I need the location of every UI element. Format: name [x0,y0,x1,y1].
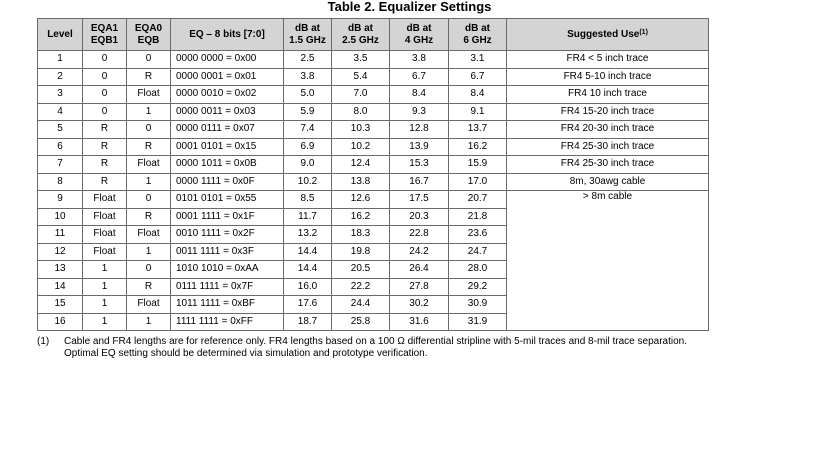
cell-eqa1-eqb1: Float [83,208,127,226]
cell-db-6ghz: 17.0 [449,173,507,191]
header-db-4ghz [390,19,449,51]
cell-eqa1-eqb1: 0 [83,103,127,121]
cell-suggested-use: FR4 5-10 inch trace [507,68,709,86]
cell-eqa0-eqb: 0 [127,261,171,279]
cell-db-1-5ghz: 8.5 [284,191,332,209]
cell-level: 13 [38,261,83,279]
cell-db-2-5ghz: 10.3 [332,121,390,139]
cell-db-2-5ghz: 19.8 [332,243,390,261]
cell-db-6ghz: 6.7 [449,68,507,86]
cell-eqa0-eqb: R [127,138,171,156]
cell-eqa1-eqb1: R [83,121,127,139]
cell-level: 3 [38,86,83,104]
footnote-number: (1) [37,336,50,347]
header-db-6ghz [449,19,507,51]
cell-db-2-5ghz: 3.5 [332,51,390,69]
header-eqa0-eqb [127,19,171,51]
cell-suggested-use: FR4 25-30 inch trace [507,156,709,174]
cell-db-4ghz: 13.9 [390,138,449,156]
cell-eqa1-eqb1: Float [83,226,127,244]
header-db-2-5ghz-line2: 2.5 GHz [342,34,379,46]
cell-eqa0-eqb: R [127,68,171,86]
cell-eqa1-eqb1: Float [83,243,127,261]
cell-eqa1-eqb1: R [83,173,127,191]
header-suggested-use-label: Suggested Use [567,28,640,40]
cell-eqa0-eqb: 1 [127,173,171,191]
cell-eq-bits: 0101 0101 = 0x55 [171,191,284,209]
cell-level: 8 [38,173,83,191]
cell-db-1-5ghz: 2.5 [284,51,332,69]
cell-eqa0-eqb: 1 [127,313,171,331]
cell-eq-bits: 1010 1010 = 0xAA [171,261,284,279]
cell-eqa1-eqb1: R [83,156,127,174]
cell-eq-bits: 0000 1011 = 0x0B [171,156,284,174]
cell-db-1-5ghz: 11.7 [284,208,332,226]
cell-eqa0-eqb: Float [127,296,171,314]
cell-level: 7 [38,156,83,174]
cell-db-2-5ghz: 16.2 [332,208,390,226]
cell-db-4ghz: 31.6 [390,313,449,331]
cell-suggested-use: FR4 20-30 inch trace [507,121,709,139]
cell-db-1-5ghz: 10.2 [284,173,332,191]
header-db-6ghz-line1: dB at [465,22,490,34]
cell-db-6ghz: 15.9 [449,156,507,174]
table-title: Table 2. Equalizer Settings [327,0,492,14]
cell-eqa0-eqb: R [127,208,171,226]
footnote-ref: (1) [639,28,648,36]
cell-level: 12 [38,243,83,261]
cell-db-4ghz: 16.7 [390,173,449,191]
cell-db-4ghz: 26.4 [390,261,449,279]
cell-db-2-5ghz: 7.0 [332,86,390,104]
cell-db-2-5ghz: 18.3 [332,226,390,244]
cell-eqa1-eqb1: R [83,138,127,156]
cell-level: 6 [38,138,83,156]
cell-db-2-5ghz: 24.4 [332,296,390,314]
cell-eq-bits: 1011 1111 = 0xBF [171,296,284,314]
cell-level: 11 [38,226,83,244]
header-eqb: EQB [137,34,160,46]
table-row [38,173,709,191]
cell-db-4ghz: 20.3 [390,208,449,226]
cell-eq-bits: 0000 1111 = 0x0F [171,173,284,191]
cell-db-4ghz: 24.2 [390,243,449,261]
header-db-2-5ghz [332,19,390,51]
table-row [38,138,709,156]
cell-eq-bits: 0000 0001 = 0x01 [171,68,284,86]
cell-db-4ghz: 12.8 [390,121,449,139]
header-eqa0: EQA0 [134,22,163,34]
table-row [38,121,709,139]
cell-db-6ghz: 16.2 [449,138,507,156]
cell-suggested-use: FR4 25-30 inch trace [507,138,709,156]
header-row [38,19,709,51]
cell-eqa0-eqb: 0 [127,51,171,69]
cell-eqa1-eqb1: 1 [83,278,127,296]
cell-eq-bits: 0111 1111 = 0x7F [171,278,284,296]
cell-eqa1-eqb1: Float [83,191,127,209]
cell-level: 16 [38,313,83,331]
cell-db-1-5ghz: 13.2 [284,226,332,244]
cell-db-1-5ghz: 14.4 [284,243,332,261]
cell-db-2-5ghz: 5.4 [332,68,390,86]
cell-eq-bits: 1111 1111 = 0xFF [171,313,284,331]
cell-db-1-5ghz: 6.9 [284,138,332,156]
header-level: Level [38,19,83,51]
cell-db-4ghz: 17.5 [390,191,449,209]
cell-db-1-5ghz: 5.9 [284,103,332,121]
cell-db-1-5ghz: 5.0 [284,86,332,104]
cell-db-1-5ghz: 16.0 [284,278,332,296]
header-db-1-5ghz-line2: 1.5 GHz [289,34,326,46]
cell-eq-bits: 0010 1111 = 0x2F [171,226,284,244]
cell-db-6ghz: 13.7 [449,121,507,139]
cell-db-2-5ghz: 10.2 [332,138,390,156]
cell-level: 2 [38,68,83,86]
cell-level: 9 [38,191,83,209]
header-db-6ghz-line2: 6 GHz [463,34,492,46]
cell-level: 5 [38,121,83,139]
cell-db-4ghz: 22.8 [390,226,449,244]
cell-eqa0-eqb: 0 [127,191,171,209]
cell-eqa1-eqb1: 1 [83,261,127,279]
cell-eqa0-eqb: Float [127,86,171,104]
header-eqb1: EQB1 [90,34,119,46]
cell-db-6ghz: 8.4 [449,86,507,104]
cell-db-1-5ghz: 9.0 [284,156,332,174]
cell-eq-bits: 0000 0111 = 0x07 [171,121,284,139]
cell-suggested-use: 8m, 30awg cable [507,173,709,191]
cell-db-2-5ghz: 13.8 [332,173,390,191]
cell-suggested-use: FR4 15-20 inch trace [507,103,709,121]
footnote-text: Cable and FR4 lengths are for reference only. FR4 lengths based on a 100 Ω differential stripline with 5-mil traces and 8-mil trace separation. Optimal EQ setting should be determined via simulation and prototype verification. [64,336,687,359]
cell-db-1-5ghz: 18.7 [284,313,332,331]
header-db-4ghz-line2: 4 GHz [404,34,434,46]
cell-db-1-5ghz: 14.4 [284,261,332,279]
table-row [38,86,709,104]
cell-eq-bits: 0001 0101 = 0x15 [171,138,284,156]
cell-eqa0-eqb: 1 [127,103,171,121]
cell-eqa1-eqb1: 1 [83,313,127,331]
cell-db-2-5ghz: 12.4 [332,156,390,174]
header-db-1-5ghz [284,19,332,51]
cell-db-6ghz: 31.9 [449,313,507,331]
cell-db-2-5ghz: 20.5 [332,261,390,279]
cell-db-2-5ghz: 12.6 [332,191,390,209]
cell-eqa1-eqb1: 1 [83,296,127,314]
cell-eqa1-eqb1: 0 [83,51,127,69]
cell-db-6ghz: 30.9 [449,296,507,314]
cell-eq-bits: 0011 1111 = 0x3F [171,243,284,261]
cell-db-2-5ghz: 22.2 [332,278,390,296]
cell-db-6ghz: 20.7 [449,191,507,209]
header-suggested-use [507,19,709,51]
header-db-2-5ghz-line1: dB at [348,22,373,34]
equalizer-settings-table [37,18,709,331]
cell-db-4ghz: 15.3 [390,156,449,174]
cell-db-6ghz: 24.7 [449,243,507,261]
cell-eqa0-eqb: 0 [127,121,171,139]
cell-eqa0-eqb: 1 [127,243,171,261]
cell-db-2-5ghz: 25.8 [332,313,390,331]
cell-db-4ghz: 8.4 [390,86,449,104]
cell-eqa1-eqb1: 0 [83,68,127,86]
header-eqa1: EQA1 [90,22,119,34]
cell-db-4ghz: 6.7 [390,68,449,86]
cell-level: 1 [38,51,83,69]
cell-eq-bits: 0000 0010 = 0x02 [171,86,284,104]
cell-db-6ghz: 23.6 [449,226,507,244]
cell-suggested-use: FR4 < 5 inch trace [507,51,709,69]
cell-suggested-use: FR4 10 inch trace [507,86,709,104]
cell-level: 4 [38,103,83,121]
cell-db-1-5ghz: 3.8 [284,68,332,86]
cell-eq-bits: 0000 0011 = 0x03 [171,103,284,121]
cell-eqa1-eqb1: 0 [83,86,127,104]
cell-suggested-use-merged: > 8m cable [507,191,709,331]
cell-db-6ghz: 28.0 [449,261,507,279]
cell-eqa0-eqb: R [127,278,171,296]
cell-level: 10 [38,208,83,226]
table-body [38,51,709,331]
cell-db-4ghz: 27.8 [390,278,449,296]
cell-eqa0-eqb: Float [127,156,171,174]
cell-db-4ghz: 9.3 [390,103,449,121]
table-row [38,103,709,121]
cell-eq-bits: 0000 0000 = 0x00 [171,51,284,69]
cell-db-4ghz: 3.8 [390,51,449,69]
cell-db-6ghz: 3.1 [449,51,507,69]
cell-db-4ghz: 30.2 [390,296,449,314]
header-eqa1-eqb1 [83,19,127,51]
cell-eqa0-eqb: Float [127,226,171,244]
cell-level: 15 [38,296,83,314]
table-row [38,191,709,209]
header-eq-bits: EQ – 8 bits [7:0] [171,19,284,51]
table-row [38,156,709,174]
table-row [38,68,709,86]
cell-eq-bits: 0001 1111 = 0x1F [171,208,284,226]
cell-db-6ghz: 9.1 [449,103,507,121]
cell-db-1-5ghz: 17.6 [284,296,332,314]
cell-db-6ghz: 29.2 [449,278,507,296]
cell-level: 14 [38,278,83,296]
header-db-4ghz-line1: dB at [406,22,432,34]
header-db-1-5ghz-line1: dB at [295,22,320,34]
cell-db-1-5ghz: 7.4 [284,121,332,139]
cell-db-2-5ghz: 8.0 [332,103,390,121]
table-row [38,51,709,69]
cell-db-6ghz: 21.8 [449,208,507,226]
